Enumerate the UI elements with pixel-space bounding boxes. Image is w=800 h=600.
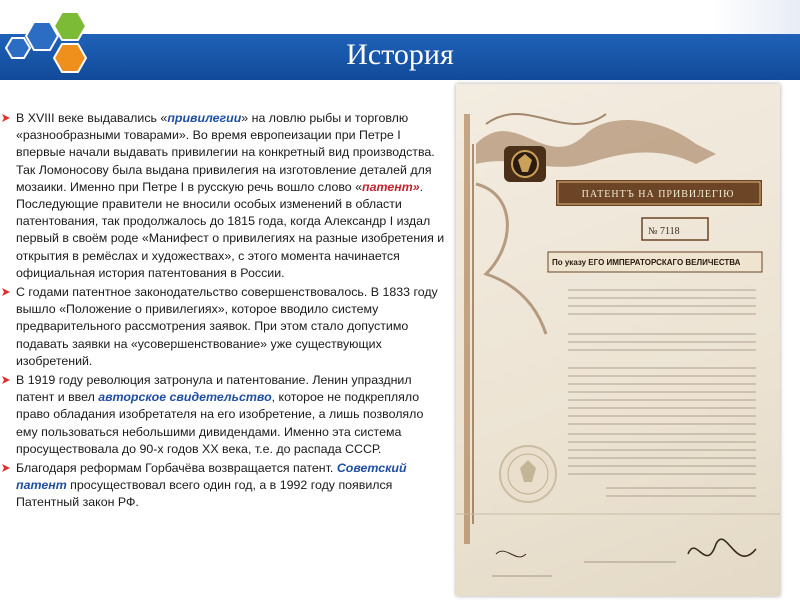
paragraph-4 xyxy=(0,460,446,512)
document-number: № 7118 xyxy=(648,226,680,237)
document-heading: ПАТЕНТЪ НА ПРИВИЛЕГІЮ xyxy=(581,189,735,200)
page-title: История xyxy=(346,38,454,71)
paragraph-2 xyxy=(0,284,446,370)
hexagon-logo-icon xyxy=(4,8,104,92)
keyword-privilegii: привилегии xyxy=(167,111,242,125)
keyword-patent: патент» xyxy=(362,179,420,194)
bullet-icon xyxy=(1,113,11,123)
bullet-icon xyxy=(1,287,11,297)
document-subheading: По указу ЕГО ИМПЕРАТОРСКАГО ВЕЛИЧЕСТВА xyxy=(552,258,741,267)
patent-ornament-image xyxy=(456,84,780,596)
keyword-sovetskiy-patent: Советский патент xyxy=(16,461,407,493)
text: Благодаря реформам Горбачёва возвращается патент. xyxy=(16,461,337,476)
text: С годами патентное законодательство совершенствовалось. В 1833 году вышло «Положение о привилегиях», которое вводило систему предварительного рассмотрения заявок. При этом стало допустимо подавать заявки на «усовершенствование» уже существующих изобретений. xyxy=(16,285,438,368)
history-text xyxy=(0,110,446,514)
header-corner-gradient xyxy=(710,0,800,34)
bullet-icon xyxy=(1,463,11,473)
keyword-avtorskoe: авторское свидетельство xyxy=(98,390,272,405)
text: В XVIII веке выдавались « xyxy=(16,111,168,125)
text: » на ловлю рыбы и торговлю «разнообразными товарами». Во время европеизации при Петре I впервые начали выдавать привилегии на конкретный вид производства. Так Ломоносову была выдана привилегия на изготовление деталей для мозаики. Именно при Петре I в русскую речь вошло слово « xyxy=(16,111,435,194)
bullet-icon xyxy=(1,375,11,385)
paragraph-1 xyxy=(0,110,446,282)
text: В 1919 году революция затронула и патентование. Ленин упразднил патент и ввел xyxy=(16,373,412,405)
paragraph-3 xyxy=(0,372,446,458)
text: , которое не подкрепляло право обладания изобретателя на его изобретение, а лишь позволяло ему пользоваться небольшими дивидендами. Именно эта система просуществовала до 90-х годов XX века, т.е. до распада СССР. xyxy=(16,390,424,456)
patent-document-image xyxy=(456,84,780,596)
text: . Последующие правители не вносили особых изменений в области патентования, так продолжалось до 1815 года, когда Александр I издал первый в своём роде «Манифест о привилегиях на разные изобретения и открытия в ремёслах и художествах», с этого момента начинается официальная история патентования в России. xyxy=(16,179,445,280)
text: просуществовал всего один год, а в 1992 году появился Патентный закон РФ. xyxy=(16,478,393,510)
